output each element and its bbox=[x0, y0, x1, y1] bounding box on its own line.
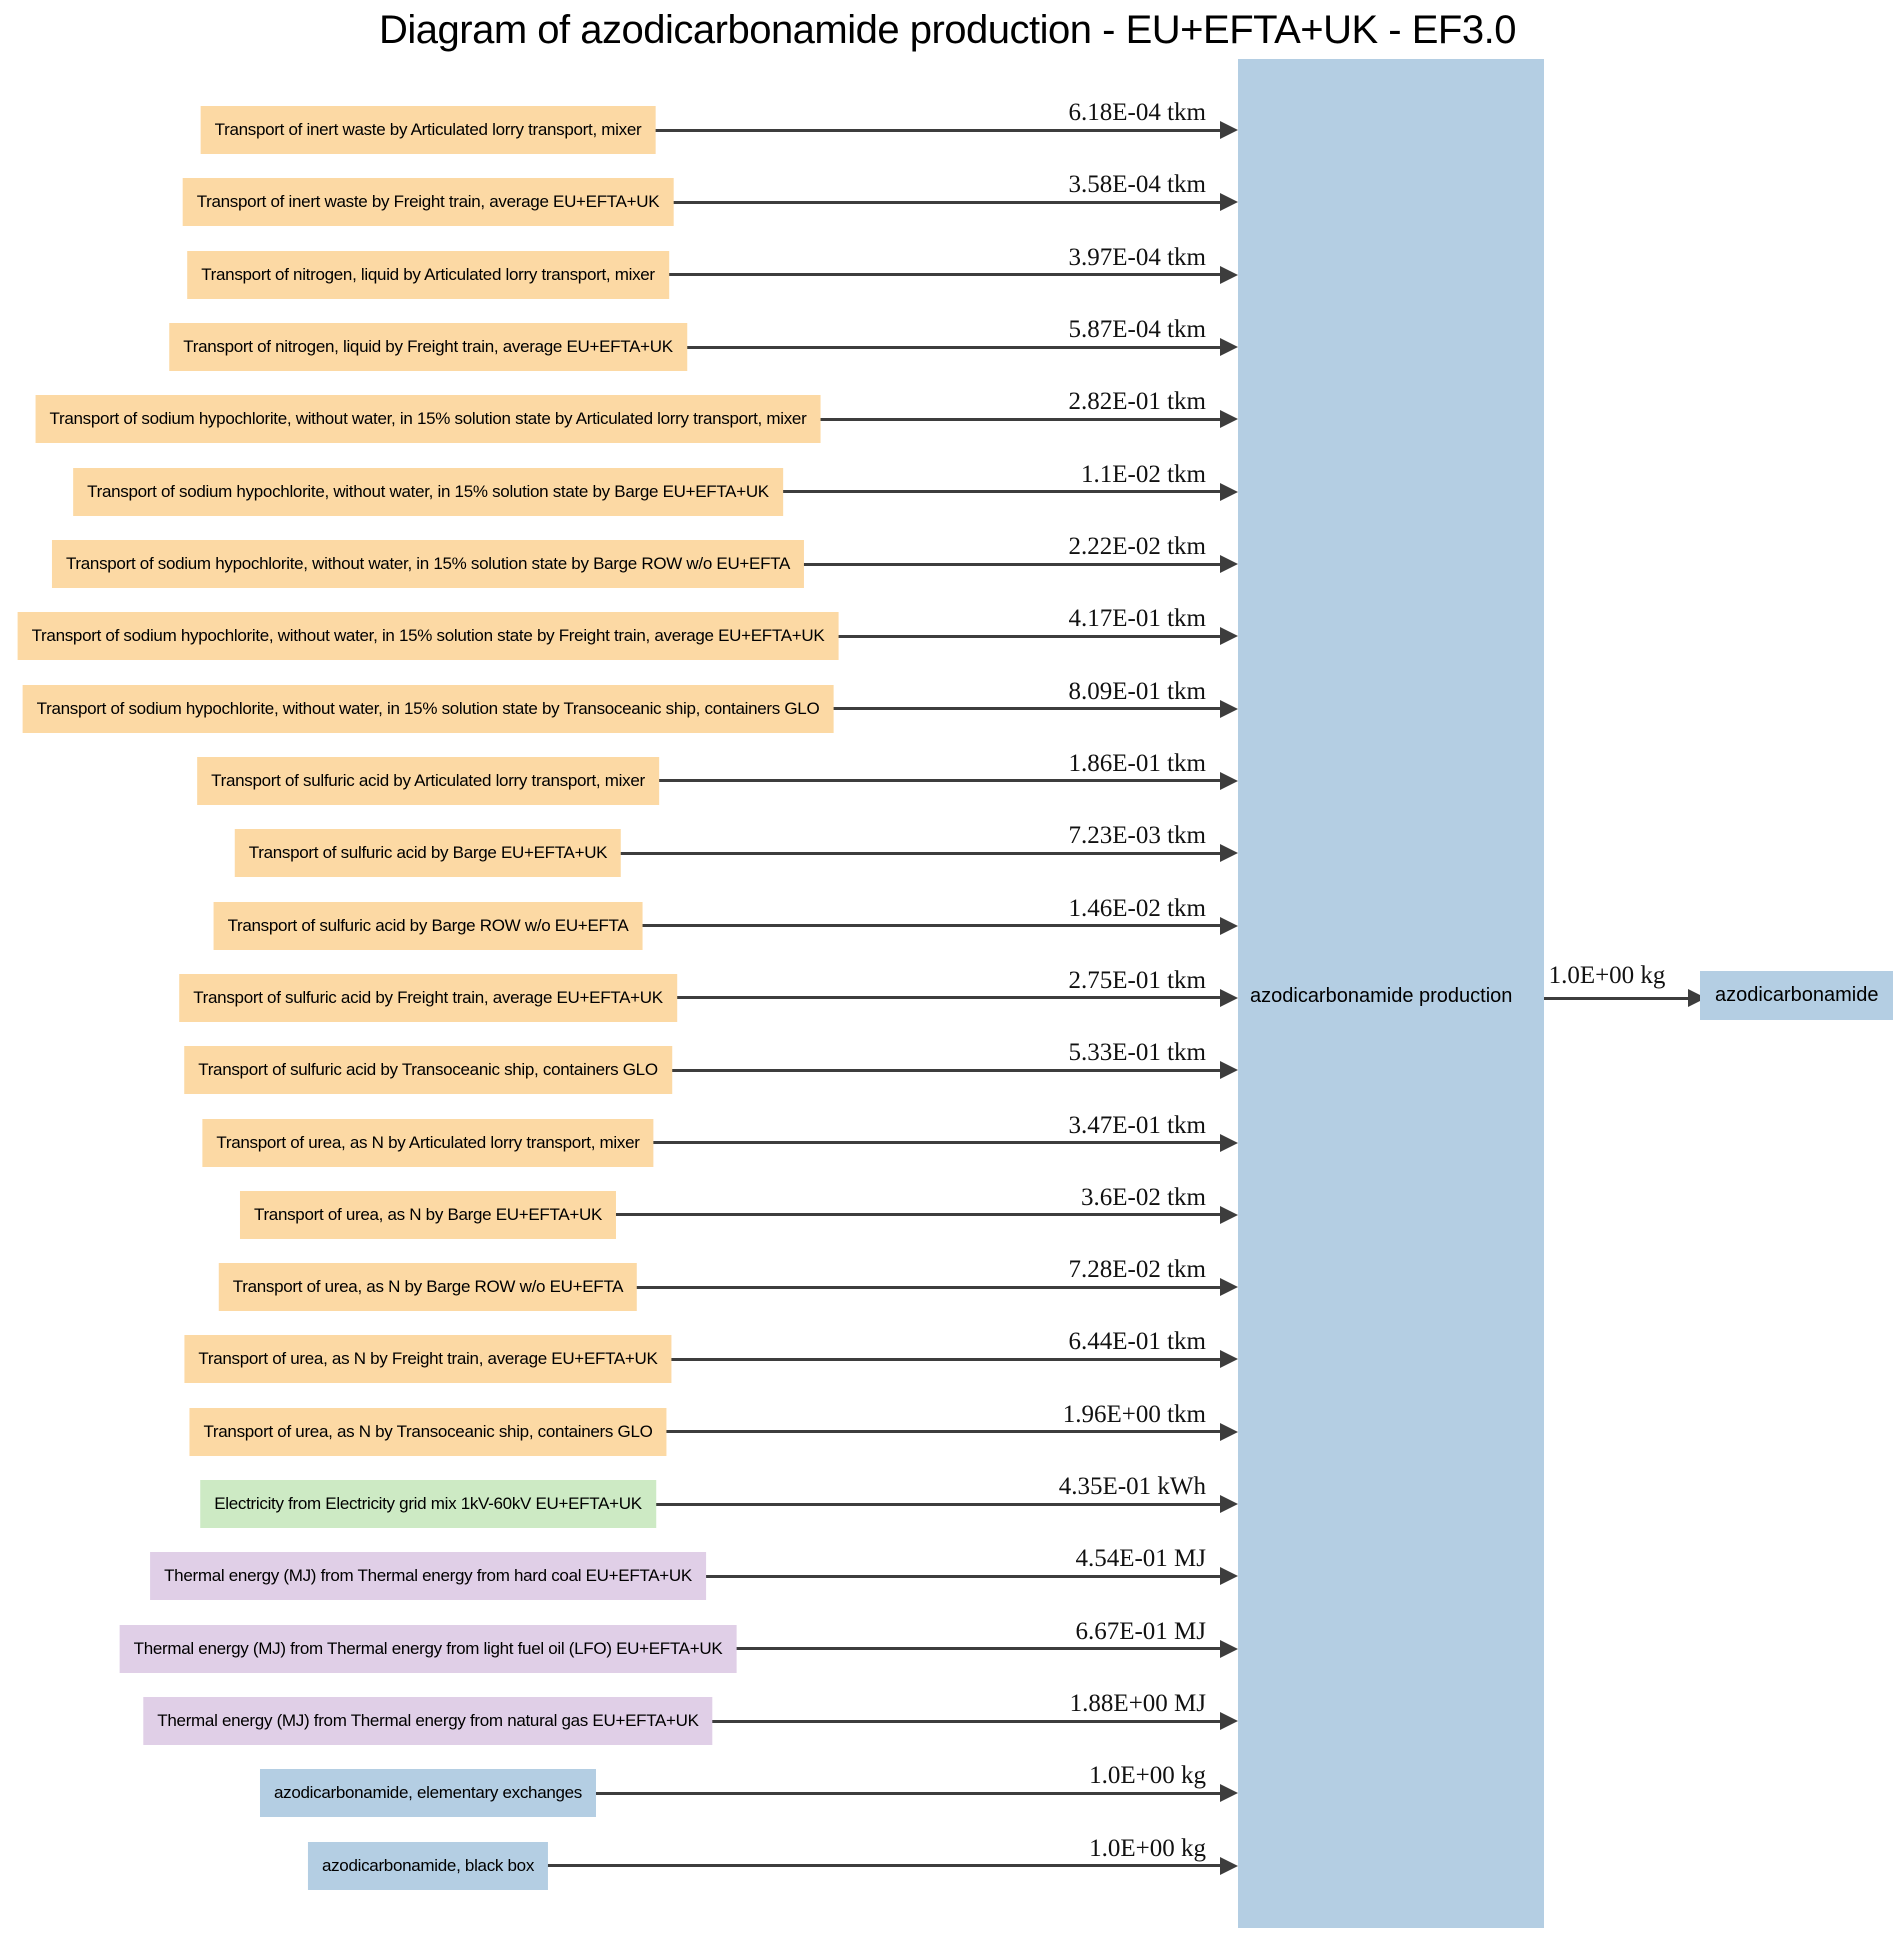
process-node: Transport of urea, as N by Barge ROW w/o EU+EFTA bbox=[219, 1263, 637, 1311]
edge-value-label: 1.88E+00 MJ bbox=[1069, 1690, 1206, 1718]
edge-arrowhead-icon bbox=[1220, 1206, 1238, 1224]
edge-value-label: 1.1E-02 tkm bbox=[1081, 460, 1206, 488]
process-node: Transport of inert waste by Articulated lorry transport, mixer bbox=[201, 106, 656, 154]
edge-arrowhead-icon bbox=[1220, 700, 1238, 718]
process-node: Transport of nitrogen, liquid by Freight train, average EU+EFTA+UK bbox=[169, 323, 687, 371]
edge-arrowhead-icon bbox=[1220, 1784, 1238, 1802]
edge-value-label: 2.75E-01 tkm bbox=[1068, 966, 1206, 994]
edge-value-label: 4.17E-01 tkm bbox=[1068, 605, 1206, 633]
edge-value-label: 3.58E-04 tkm bbox=[1068, 171, 1206, 199]
edge-arrowhead-icon bbox=[1220, 193, 1238, 211]
process-node: Transport of sodium hypochlorite, without water, in 15% solution state by Transoceanic ship, containers GLO bbox=[23, 685, 834, 733]
edge-value-label: 1.86E-01 tkm bbox=[1068, 749, 1206, 777]
input-row bbox=[0, 1613, 1238, 1685]
edge-value-label: 1.0E+00 kg bbox=[1089, 1762, 1206, 1790]
edge-arrowhead-icon bbox=[1220, 1640, 1238, 1658]
input-row bbox=[0, 745, 1238, 817]
input-row bbox=[0, 528, 1238, 600]
input-row bbox=[0, 673, 1238, 745]
edge-arrowhead-icon bbox=[1220, 1423, 1238, 1441]
diagram-title: Diagram of azodicarbonamide production - EU+EFTA+UK - EF3.0 bbox=[379, 8, 1516, 52]
input-row bbox=[0, 166, 1238, 238]
edge-arrowhead-icon bbox=[1220, 1495, 1238, 1513]
input-row bbox=[0, 1396, 1238, 1468]
edge-value-label: 5.87E-04 tkm bbox=[1068, 316, 1206, 344]
process-node: Transport of urea, as N by Transoceanic ship, containers GLO bbox=[189, 1408, 666, 1456]
process-node: Thermal energy (MJ) from Thermal energy from natural gas EU+EFTA+UK bbox=[143, 1697, 712, 1745]
output-edge-value: 1.0E+00 kg bbox=[1548, 962, 1666, 989]
process-node: Transport of urea, as N by Barge EU+EFTA+UK bbox=[240, 1191, 616, 1239]
edge-value-label: 3.6E-02 tkm bbox=[1081, 1183, 1206, 1211]
process-node: Transport of nitrogen, liquid by Articulated lorry transport, mixer bbox=[187, 251, 669, 299]
edge-value-label: 2.22E-02 tkm bbox=[1068, 533, 1206, 561]
process-node: Thermal energy (MJ) from Thermal energy from hard coal EU+EFTA+UK bbox=[150, 1552, 706, 1600]
central-process-label: azodicarbonamide production bbox=[1250, 985, 1513, 1007]
process-node: Electricity from Electricity grid mix 1kV-60kV EU+EFTA+UK bbox=[200, 1480, 656, 1528]
edge-value-label: 6.44E-01 tkm bbox=[1068, 1328, 1206, 1356]
input-row bbox=[0, 1251, 1238, 1323]
edge-arrowhead-icon bbox=[1220, 483, 1238, 501]
input-row bbox=[0, 239, 1238, 311]
edge-value-label: 1.96E+00 tkm bbox=[1062, 1400, 1206, 1428]
input-row bbox=[0, 1034, 1238, 1106]
input-row bbox=[0, 383, 1238, 455]
process-node: Transport of sulfuric acid by Barge EU+EFTA+UK bbox=[235, 829, 621, 877]
edge-arrowhead-icon bbox=[1220, 1061, 1238, 1079]
input-row bbox=[0, 1179, 1238, 1251]
input-row bbox=[0, 817, 1238, 889]
input-row bbox=[0, 94, 1238, 166]
edge-arrowhead-icon bbox=[1220, 266, 1238, 284]
edge-arrowhead-icon bbox=[1220, 1857, 1238, 1875]
input-row bbox=[0, 311, 1238, 383]
process-node: Thermal energy (MJ) from Thermal energy from light fuel oil (LFO) EU+EFTA+UK bbox=[120, 1625, 737, 1673]
edge-value-label: 3.47E-01 tkm bbox=[1068, 1111, 1206, 1139]
process-node: azodicarbonamide, elementary exchanges bbox=[260, 1769, 596, 1817]
edge-value-label: 1.0E+00 kg bbox=[1089, 1834, 1206, 1862]
process-node: azodicarbonamide, black box bbox=[308, 1842, 548, 1890]
output-product-label: azodicarbonamide bbox=[1715, 984, 1879, 1006]
input-row bbox=[0, 962, 1238, 1034]
edge-value-label: 8.09E-01 tkm bbox=[1068, 677, 1206, 705]
process-node: Transport of sodium hypochlorite, without water, in 15% solution state by Freight train, average EU+EFTA+UK bbox=[18, 612, 839, 660]
output-edge-line bbox=[1544, 997, 1690, 1000]
edge-arrowhead-icon bbox=[1220, 121, 1238, 139]
input-row bbox=[0, 1685, 1238, 1757]
process-node: Transport of sodium hypochlorite, without water, in 15% solution state by Barge EU+EFTA+UK bbox=[73, 468, 783, 516]
edge-value-label: 6.18E-04 tkm bbox=[1068, 99, 1206, 127]
edge-arrowhead-icon bbox=[1220, 1134, 1238, 1152]
edge-value-label: 3.97E-04 tkm bbox=[1068, 243, 1206, 271]
process-node: Transport of sulfuric acid by Barge ROW w/o EU+EFTA bbox=[214, 902, 643, 950]
edge-arrowhead-icon bbox=[1220, 772, 1238, 790]
central-process-node bbox=[1238, 59, 1544, 1928]
input-row bbox=[0, 889, 1238, 961]
edge-arrowhead-icon bbox=[1220, 1350, 1238, 1368]
output-product-node bbox=[1700, 971, 1893, 1020]
input-row bbox=[0, 1106, 1238, 1178]
input-row bbox=[0, 456, 1238, 528]
process-node: Transport of sulfuric acid by Articulated lorry transport, mixer bbox=[197, 757, 659, 805]
input-row bbox=[0, 1468, 1238, 1540]
edge-value-label: 6.67E-01 MJ bbox=[1075, 1617, 1206, 1645]
input-row bbox=[0, 1540, 1238, 1612]
edge-arrowhead-icon bbox=[1220, 555, 1238, 573]
process-node: Transport of urea, as N by Articulated lorry transport, mixer bbox=[202, 1119, 653, 1167]
edge-arrowhead-icon bbox=[1220, 1712, 1238, 1730]
edge-arrowhead-icon bbox=[1220, 1278, 1238, 1296]
edge-arrowhead-icon bbox=[1220, 989, 1238, 1007]
input-row bbox=[0, 1323, 1238, 1395]
edge-value-label: 7.28E-02 tkm bbox=[1068, 1256, 1206, 1284]
process-node: Transport of sodium hypochlorite, without water, in 15% solution state by Barge ROW w/o EU+EFTA bbox=[52, 540, 804, 588]
edge-arrowhead-icon bbox=[1220, 844, 1238, 862]
edge-arrowhead-icon bbox=[1220, 917, 1238, 935]
input-row bbox=[0, 600, 1238, 672]
input-row bbox=[0, 1757, 1238, 1829]
edge-arrowhead-icon bbox=[1220, 627, 1238, 645]
edge-arrowhead-icon bbox=[1220, 1567, 1238, 1585]
process-node: Transport of urea, as N by Freight train, average EU+EFTA+UK bbox=[184, 1335, 671, 1383]
input-rows bbox=[0, 94, 1238, 1902]
process-node: Transport of sodium hypochlorite, without water, in 15% solution state by Articulated lorry transport, mixer bbox=[36, 395, 821, 443]
edge-arrowhead-icon bbox=[1220, 410, 1238, 428]
edge-value-label: 2.82E-01 tkm bbox=[1068, 388, 1206, 416]
edge-arrowhead-icon bbox=[1220, 338, 1238, 356]
edge-value-label: 5.33E-01 tkm bbox=[1068, 1039, 1206, 1067]
process-node: Transport of sulfuric acid by Transoceanic ship, containers GLO bbox=[184, 1046, 672, 1094]
input-row bbox=[0, 1830, 1238, 1902]
process-node: Transport of sulfuric acid by Freight train, average EU+EFTA+UK bbox=[179, 974, 677, 1022]
edge-value-label: 1.46E-02 tkm bbox=[1068, 894, 1206, 922]
process-node: Transport of inert waste by Freight train, average EU+EFTA+UK bbox=[183, 178, 674, 226]
edge-value-label: 4.54E-01 MJ bbox=[1075, 1545, 1206, 1573]
edge-value-label: 4.35E-01 kWh bbox=[1058, 1473, 1206, 1501]
edge-value-label: 7.23E-03 tkm bbox=[1068, 822, 1206, 850]
